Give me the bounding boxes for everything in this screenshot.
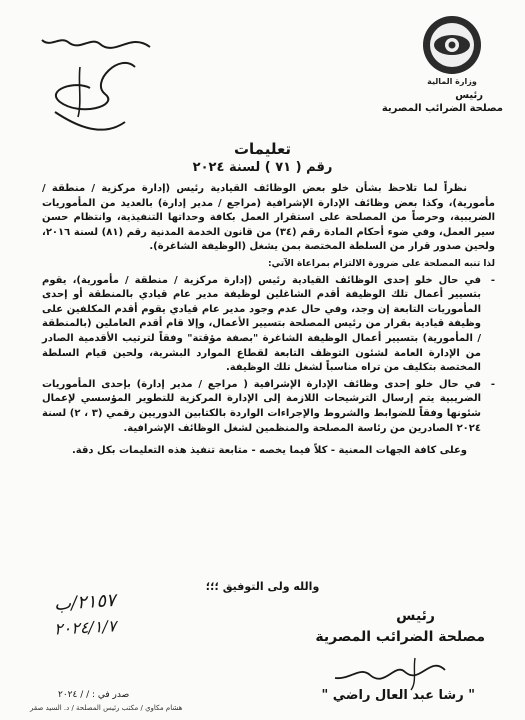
bullet-item-supervisory: - في حال خلو إحدى وظائف الإدارة الإشرافية ( مراجع / مدير إدارة) بإحدى المأموريات الضريبية يتم إرسال الترشيحات اللازمة إلى الإدارة المركزية للتطوير المؤسسي لإعمال شئونها وفقاً للضوابط والشروط والإجراءات الواردة بالكتابين الدوريين رقمي (٣ ، ٢) لسنة ٢٠٢٤ الصادرين من رئاسة المصلحة والمنظمين لشغل الوظائف الإشرافية. [42, 378, 495, 436]
instructions-note: لذا تنبه المصلحة على ضرورة الالتزام بمراعاة الآتي: [267, 258, 495, 269]
org-title: رئيس [455, 90, 483, 101]
handwritten-date: ٢٠٢٤/١/٧ [53, 616, 117, 639]
closing-wish: والله ولى التوفيق ؛؛؛ [205, 580, 320, 593]
bullet-item-leadership: - في حال خلو إحدى الوظائف القيادية رئيس (إدارة مركزية / منطقة / مأمورية)، يقوم بتسيير أعمال تلك الوظيفة أقدم الشاغلين لوظيفة مدير عام قيادي بالمنطقة أو إحدى المأموريات التابعة إن وجد، وفي حال عدم وجود مدير عام قيادي يقوم أقدم المكلفين على وظيفة قيادية بقرار من رئيس المصلحة بتسيير الأعمال، وإلا قام أقدم العاملين (بالمنطقة / المأمورية) بتسيير أعمال الوظيفة الشاغرة "بصفة مؤقتة" وفقاً لترتيب الأقدمية الصادر من الإدارة العامة لشئون التوظف التابعة لقطاع الموارد البشرية، ولحين قيام السلطة المختصة بتكليف من تراه مناسباً لشغل تلك الوظيفة. [42, 274, 495, 376]
handwritten-annotation [20, 22, 170, 142]
closing-paragraph: وعلى كافة الجهات المعنية - كلاً فيما يخصه - متابعة تنفيذ هذه التعليمات بكل دقة. [71, 445, 467, 457]
intro-paragraph: نظراً لما تلاحظ بشأن خلو بعض الوظائف القيادية رئيس (إدارة مركزية / منطقة / مأمورية)، وكذا بعض وظائف الإدارة الإشرافية (مراجع / مدير إدارة) بالعديد من المأموريات الضريبية، وحرصاً من المصلحة على استقرار العمل بكافة وحداتها التنفيذية، وانتظام حسن سير العمل، وفي ضوء أحكام المادة رقم (٣٤) من قانون الخدمة المدنية رقم (٨١) لسنة ٢٠١٦، ولحين صدور قرار من السلطة المختصة بمن يشغل (الوظيفة الشاغرة). [42, 183, 495, 253]
signature-name: " رشا عبد العال راضي " [321, 688, 475, 703]
document-body [42, 182, 495, 459]
document-number: رقم ( ٧١ ) لسنة ٢٠٢٤ [192, 160, 333, 175]
document-title: تعليمات [233, 140, 292, 158]
signature-title: رئيس [396, 608, 435, 624]
logo [397, 14, 507, 87]
footer-note: هشام مكاوي / مكتب رئيس المصلحة / د. السيد صقر [30, 704, 183, 712]
org-name: مصلحة الضرائب المصرية [381, 103, 503, 114]
eye-emblem-icon [421, 14, 483, 76]
signature-org: مصلحة الضرائب المصرية [315, 629, 485, 645]
logo-caption: وزارة المالية [427, 77, 477, 86]
handwritten-reference: ٢١٥٧/ب [53, 589, 117, 616]
issued-date-line: صدر في : / / ٢٠٢٤ [58, 690, 130, 700]
